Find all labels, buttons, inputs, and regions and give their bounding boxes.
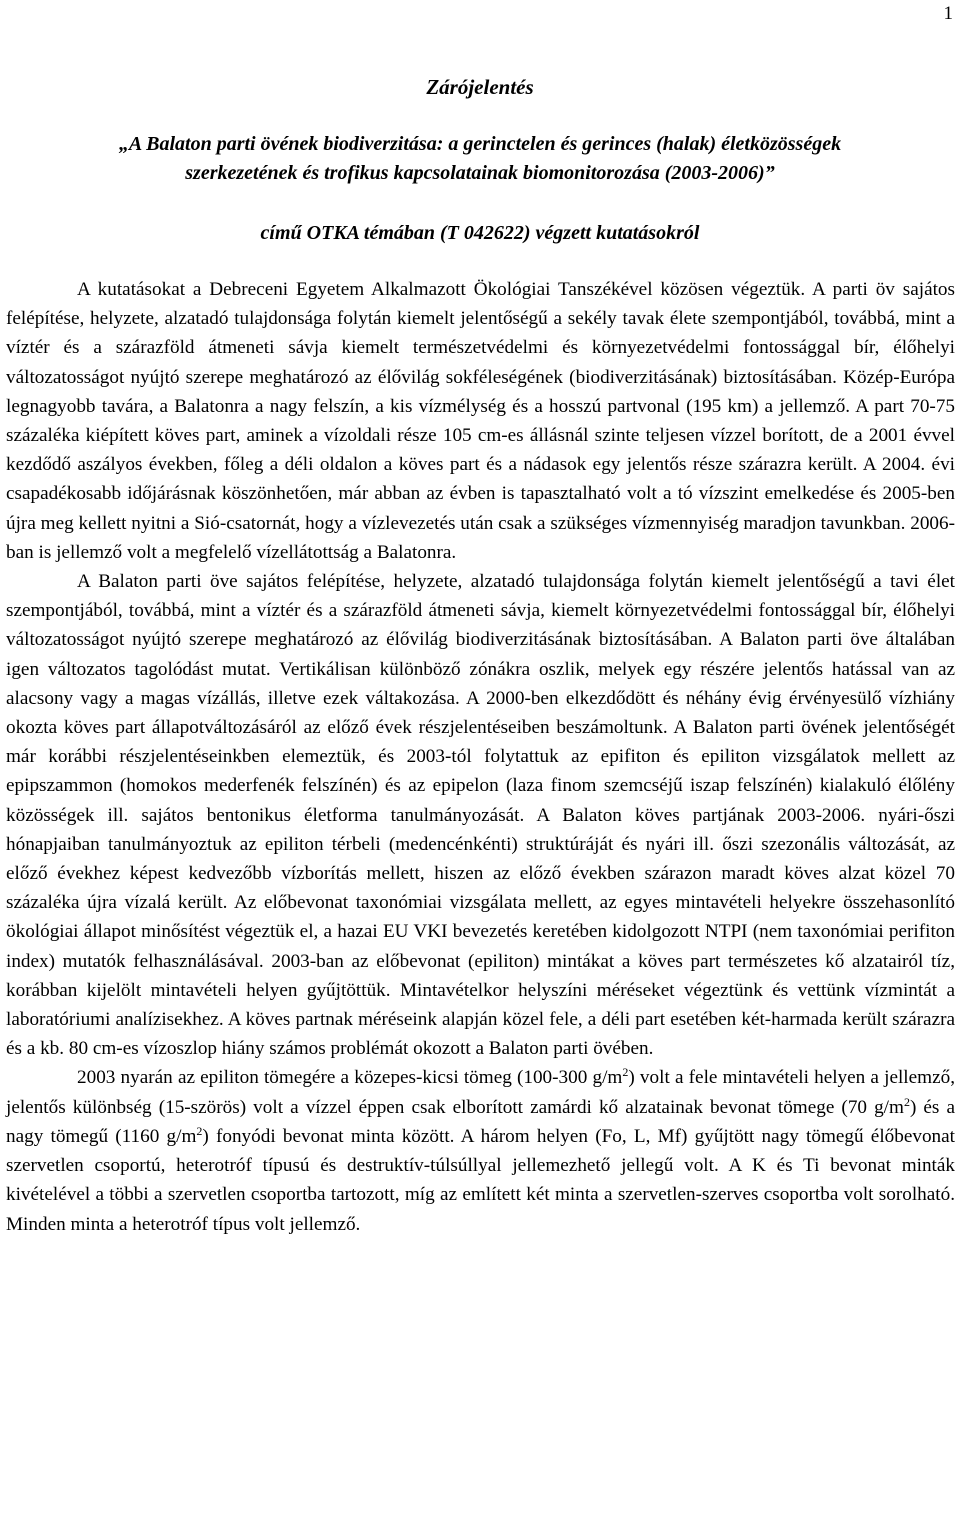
paragraph-text: ) fonyódi bevonat minta között. A három helyen (Fo, L, Mf) gyűjtött nagy tömegű élőbevonat szervetlen csoportú, heterotróf típusú és destruktív-túlsúllyal jellemezhető jellegű volt. A K és Ti bevonat minták kivételével a többi a szervetlen csoportba tartozott, míg az említett két minta a szervetlen-szerves csoportba volt sorolható. Minden minta a heterotróf típus volt jellemző. bbox=[6, 1125, 955, 1235]
project-subtitle: című OTKA témában (T 042622) végzett kutatásokról bbox=[260, 222, 700, 244]
paragraph-text: ) volt a fele mintavételi helyen a jellemző, jelentős különbség (15-szörös) volt a vízzel éppen csak elborított zamárdi kő alzatainak bevonat tömege (70 g/m bbox=[6, 1067, 955, 1118]
project-title-line-1: „A Balaton parti övének biodiverzitása: a gerinctelen és gerinces (halak) életközösségek bbox=[118, 133, 842, 155]
paragraph-text: ) és a nagy tömegű (1160 g/m bbox=[6, 1096, 955, 1147]
page-number: 1 bbox=[943, 3, 953, 24]
paragraph-text: 2003 nyarán az epiliton tömegére a közepes-kicsi tömeg (100-300 g/m bbox=[77, 1067, 623, 1089]
paragraph-parti-ov: A Balaton parti öve sajátos felépítése, helyzete, alzatadó tulajdonsága folytán kiemelt jelentőségű a tavi élet szempontjából, továbbá, mint a víztér és a szárazföld átmeneti sávja, kiemelt környezetvédelmi fontossággal bír, élőhelyi változatosságot nyújtó szerepe meghatározó az élővilág biodiverzitásának biztosításában. A Balaton parti öve általában igen változatos tagolódást mutat. Vertikálisan különböző zónákra oszlik, melyek egy részére jelentős hatással van az alacsony vagy a magas vízállás, illetve ezek váltakozása. A 2000-ben elkezdődött és néhány évig érvényesülő vízhiány okozta köves part állapotváltozásáról az előző évek részjelentéseiben beszámoltunk. A Balaton parti övének jelentőségét már korábbi részjelentéseinkben elemeztük, és 2003-tól folytattuk az epifiton és epiliton vizsgálatok mellett az epipszammon (homokos mederfenék felszínén) és az epipelon (laza finom szemcséjű iszap felszínén) kialakuló élőlény közösségek ill. sajátos bentonikus életforma tanulmányozását. A Balaton köves partjának 2003-2006. nyári-őszi hónapjaiban tanulmányoztuk az epiliton térbeli (medencénkénti) struktúráját és nyári ill. őszi szezonális változását, az előző évekhez képest kedvezőbb vízborítás mellett, hiszen az előző években szárazon maradt köves alzat közel 70 százaléka újra vízalá került. Az előbevonat taxonómiai vizsgálata mellett, az egyes mintavételi helyekre összehasonlító ökológiai állapot minősítést végeztük el, a hazai EU VKI bevezetés keretében kidolgozott NTPI (nem taxonómiai perifiton index) mutatók felhasználásával. 2003-ban az előbevonat (epiliton) mintákat a köves part természetes kő alzatairól tíz, korábban kijelölt mintavételi helyen gyűjtöttük. Mintavételkor helyszíni méréseket végeztünk és vettünk vízmintát a laboratóriumi analízisekhez. A köves partnak méréseink alapján közel fele, a déli part esetében két-harmada került szárazra és a kb. 80 cm-es vízoszlop hiány számos problémát okozott a Balaton parti övében. bbox=[6, 571, 955, 1060]
superscript: 2 bbox=[903, 1094, 910, 1109]
paragraph-epiliton-tomeg bbox=[6, 1063, 955, 1238]
report-body bbox=[6, 275, 955, 1239]
superscript: 2 bbox=[196, 1123, 203, 1138]
paragraph-intro: A kutatásokat a Debreceni Egyetem Alkalmazott Ökológiai Tanszékével közösen végeztük. A parti öv sajátos felépítése, helyzete, alzatadó tulajdonsága folytán kiemelt jelentőségű a sekély tavak élete szempontjából, továbbá, mint a víztér és a szárazföld átmeneti sávja kiemelt természetvédelmi és környezetvédelmi fontossággal bír, élőhelyi változatosságot nyújtó szerepe meghatározó az élővilág sokféleségének (biodiverzitásának) biztosításában. Közép-Európa legnagyobb tavára, a Balatonra a nagy felszín, a kis vízmélység és a hosszú partvonal (195 km) a jellemző. A part 70-75 százaléka kiépített köves part, aminek a vízoldali része 105 cm-es állásnál szinte teljesen vízzel borított, de a 2001 évvel kezdődő aszályos években, főleg a déli oldalon a köves part és a nádasok egy jelentős része szárazra került. A 2004. évi csapadékosabb időjárásnak köszönhetően, már abban az évben is tapasztalható volt a tó vízszint emelkedése és 2005-ben újra meg kellett nyitni a Sió-csatornát, hogy a vízlevezetés után csak a szükséges vízmennyiség maradjon tavunkban. 2006-ban is jellemző volt a megfelelő vízellátottság a Balatonra. bbox=[6, 279, 955, 563]
superscript: 2 bbox=[622, 1065, 629, 1080]
document-title: Zárójelentés bbox=[426, 75, 534, 99]
project-title bbox=[6, 130, 954, 188]
project-title-line-2: szerkezetének és trofikus kapcsolatainak biomonitorozása (2003-2006)” bbox=[185, 162, 775, 184]
